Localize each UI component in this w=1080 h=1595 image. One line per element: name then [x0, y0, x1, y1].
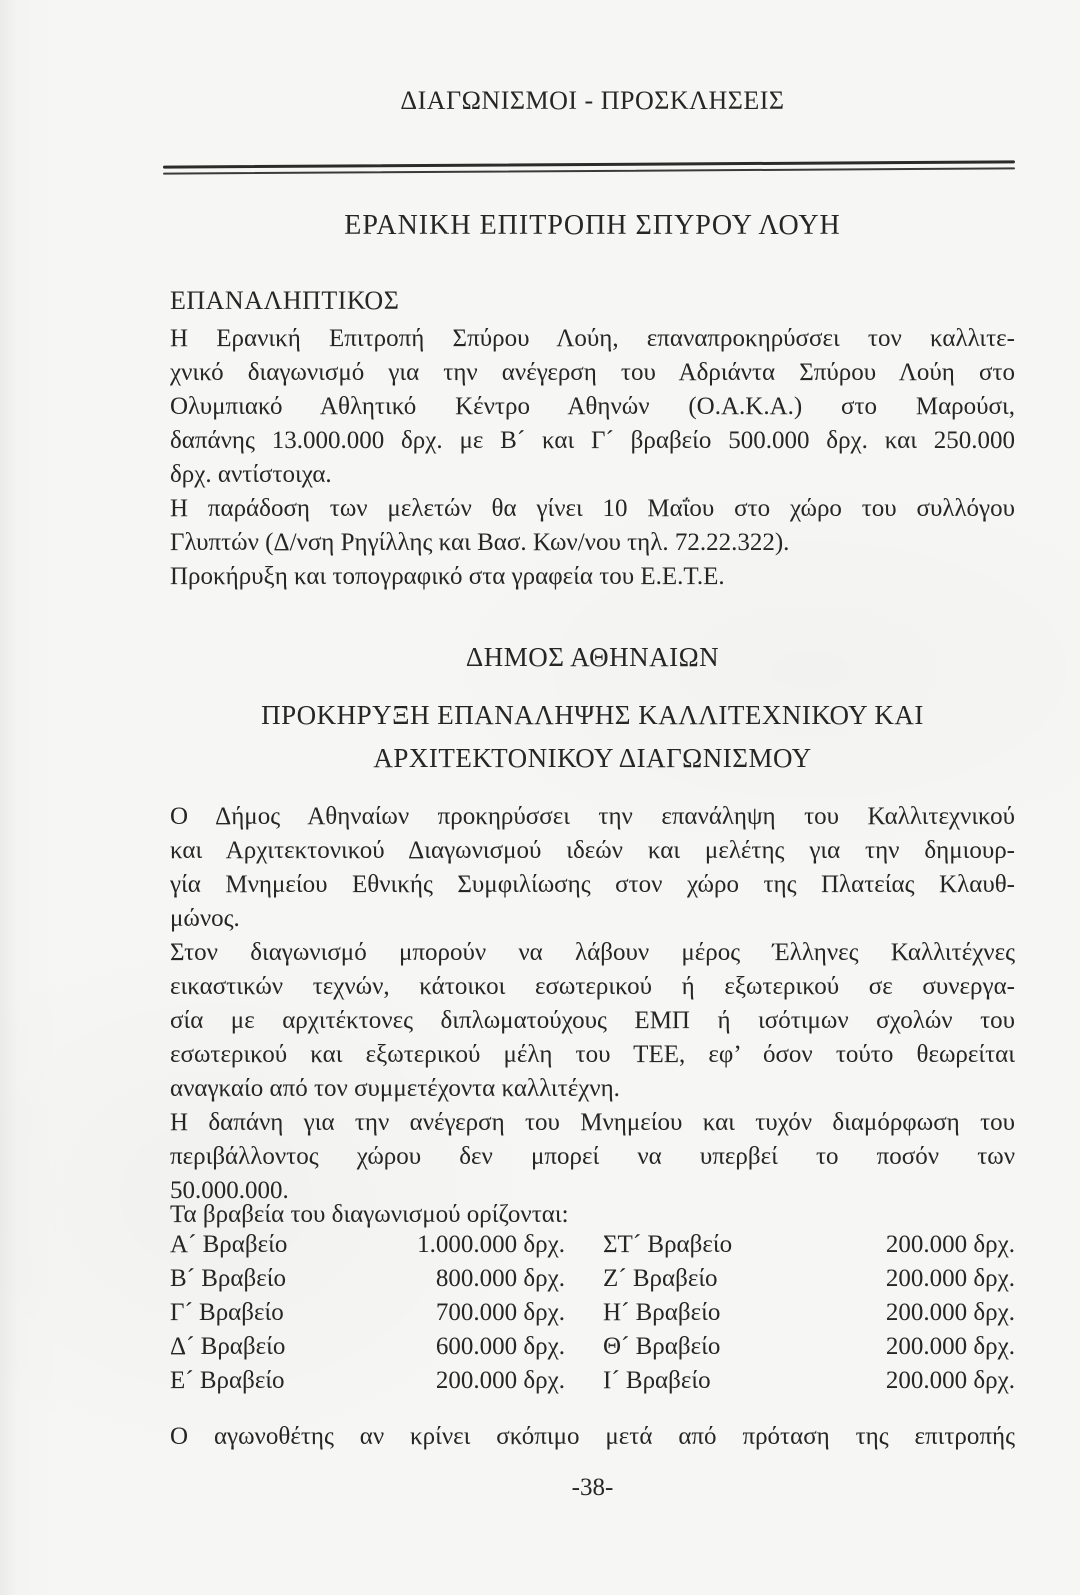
- paragraph-line: Τα βραβεία του διαγωνισμού ορίζονται:: [170, 1201, 569, 1228]
- paragraph-line: δρχ. αντίστοιχα.: [170, 461, 332, 488]
- prize-amount: 200.000 δρχ.: [885, 1231, 1015, 1258]
- municipality-title: ΔΗΜΟΣ ΑΘΗΝΑΙΩΝ: [465, 642, 720, 672]
- paragraph-line: Προκήρυξη και τοπογραφικό στα γραφεία του Ε.Ε.Τ.Ε.: [170, 563, 725, 590]
- running-header: ΔΙΑΓΩΝΙΣΜΟΙ - ΠΡΟΣΚΛΗΣΕΙΣ: [400, 86, 785, 115]
- paragraph-line: εικαστικών τεχνών, κάτοικοι εσωτερικού ή εξωτερικού σε συνεργα-: [170, 973, 1015, 1000]
- municipality-paragraph-1: [170, 800, 1015, 936]
- prize-amount: 1.000.000 δρχ.: [417, 1231, 565, 1258]
- prize-label: Α´ Βραβείο: [170, 1231, 288, 1258]
- prize-label: Ζ´ Βραβείο: [603, 1265, 718, 1292]
- committee-title: ΕΡΑΝΙΚΗ ΕΠΙΤΡΟΠΗ ΣΠΥΡΟΥ ΛΟΥΗ: [344, 210, 841, 241]
- prize-amount: 800.000 δρχ.: [435, 1265, 565, 1292]
- prize-row: [170, 1262, 1015, 1296]
- paragraph-line: δαπάνης 13.000.000 δρχ. με Β´ και Γ´ βραβείο 500.000 δρχ. και 250.000: [170, 427, 1015, 454]
- municipality-paragraph-2: [170, 936, 1015, 1106]
- prize-amount: 200.000 δρχ.: [435, 1367, 565, 1394]
- prize-label: ΣΤ´ Βραβείο: [603, 1231, 733, 1258]
- paragraph-line: Ο Δήμος Αθηναίων προκηρύσσει την επανάληψη του Καλλιτεχνικού: [170, 803, 1015, 830]
- double-rule-divider: [163, 160, 1015, 174]
- paragraph-line: Στον διαγωνισμό μπορούν να λάβουν μέρος Έλληνες Καλλιτέχνες: [170, 939, 1015, 966]
- rule-line-bottom: [163, 167, 1015, 174]
- paragraph-line: Η παράδοση των μελετών θα γίνει 10 Μαΐου στο χώρο του συλλόγου: [170, 495, 1015, 522]
- prize-row: [170, 1364, 1015, 1398]
- page-number: -38-: [571, 1474, 614, 1501]
- paragraph-line: αναγκαίο από τον συμμετέχοντα καλλιτέχνη.: [170, 1075, 620, 1102]
- paragraph-line: Ολυμπιακό Αθλητικό Κέντρο Αθηνών (Ο.Α.Κ.Α.) στο Μαρούσι,: [170, 393, 1015, 420]
- paragraph-line: εσωτερικού και εξωτερικού μέλη του ΤΕΕ, εφ’ όσον τούτο θεωρείται: [170, 1041, 1015, 1068]
- closing-line: Ο αγωνοθέτης αν κρίνει σκόπιμο μετά από πρόταση της επιτροπής: [170, 1423, 1015, 1450]
- subtitle-line: ΠΡΟΚΗΡΥΞΗ ΕΠΑΝΑΛΗΨΗΣ ΚΑΛΛΙΤΕΧΝΙΚΟΥ ΚΑΙ: [261, 700, 924, 730]
- prize-row: [170, 1296, 1015, 1330]
- prize-label: Γ´ Βραβείο: [170, 1299, 284, 1326]
- paragraph-line: μώνος.: [170, 905, 240, 932]
- prize-label: Θ´ Βραβείο: [603, 1333, 721, 1360]
- prize-label: Ε´ Βραβείο: [170, 1367, 285, 1394]
- paragraph-line: 50.000.000.: [170, 1177, 289, 1204]
- subtitle-line: ΑΡΧΙΤΕΚΤΟΝΙΚΟΥ ΔΙΑΓΩΝΙΣΜΟΥ: [373, 743, 812, 773]
- prize-table: [170, 1228, 1015, 1398]
- paragraph-line: Γλυπτών (Δ/νση Ρηγίλλης και Βασ. Κων/νου τηλ. 72.22.322).: [170, 529, 790, 556]
- committee-paragraph-1: [170, 322, 1015, 492]
- prize-amount: 200.000 δρχ.: [885, 1333, 1015, 1360]
- prize-label: Β´ Βραβείο: [170, 1265, 286, 1292]
- municipality-subtitle: [170, 694, 1015, 780]
- prize-label: Δ´ Βραβείο: [170, 1333, 286, 1360]
- paragraph-line: και Αρχιτεκτονικού Διαγωνισμού ιδεών και μελέτης για την δημιουρ-: [170, 837, 1015, 864]
- prize-row: [170, 1228, 1015, 1262]
- prize-row: [170, 1330, 1015, 1364]
- municipality-paragraph-3: [170, 1106, 1015, 1208]
- prize-label: Η´ Βραβείο: [603, 1299, 721, 1326]
- prize-amount: 200.000 δρχ.: [885, 1265, 1015, 1292]
- paragraph-line: Η δαπάνη για την ανέγερση του Μνημείου και τυχόν διαμόρφωση του: [170, 1109, 1015, 1136]
- committee-kicker: ΕΠΑΝΑΛΗΠΤΙΚΟΣ: [170, 286, 400, 315]
- prize-amount: 600.000 δρχ.: [435, 1333, 565, 1360]
- prize-amount: 700.000 δρχ.: [435, 1299, 565, 1326]
- prize-label: Ι´ Βραβείο: [603, 1367, 711, 1394]
- prize-amount: 200.000 δρχ.: [885, 1299, 1015, 1326]
- paragraph-line: σία με αρχιτέκτονες διπλωματούχους ΕΜΠ ή ισότιμων σχολών του: [170, 1007, 1015, 1034]
- paragraph-line: Η Ερανική Επιτροπή Σπύρου Λούη, επαναπροκηρύσσει τον καλλιτε-: [170, 325, 1015, 352]
- paragraph-line: χνικό διαγωνισμό για την ανέγερση του Αδριάντα Σπύρου Λούη στο: [170, 359, 1015, 386]
- paragraph-line: περιβάλλοντος χώρου δεν μπορεί να υπερβεί το ποσόν των: [170, 1143, 1015, 1170]
- prize-amount: 200.000 δρχ.: [885, 1367, 1015, 1394]
- prizes-intro: [170, 1198, 1015, 1232]
- paragraph-line: γία Μνημείου Εθνικής Συμφιλίωσης στον χώρο της Πλατείας Κλαυθ-: [170, 871, 1015, 898]
- committee-paragraph-2: [170, 492, 1015, 594]
